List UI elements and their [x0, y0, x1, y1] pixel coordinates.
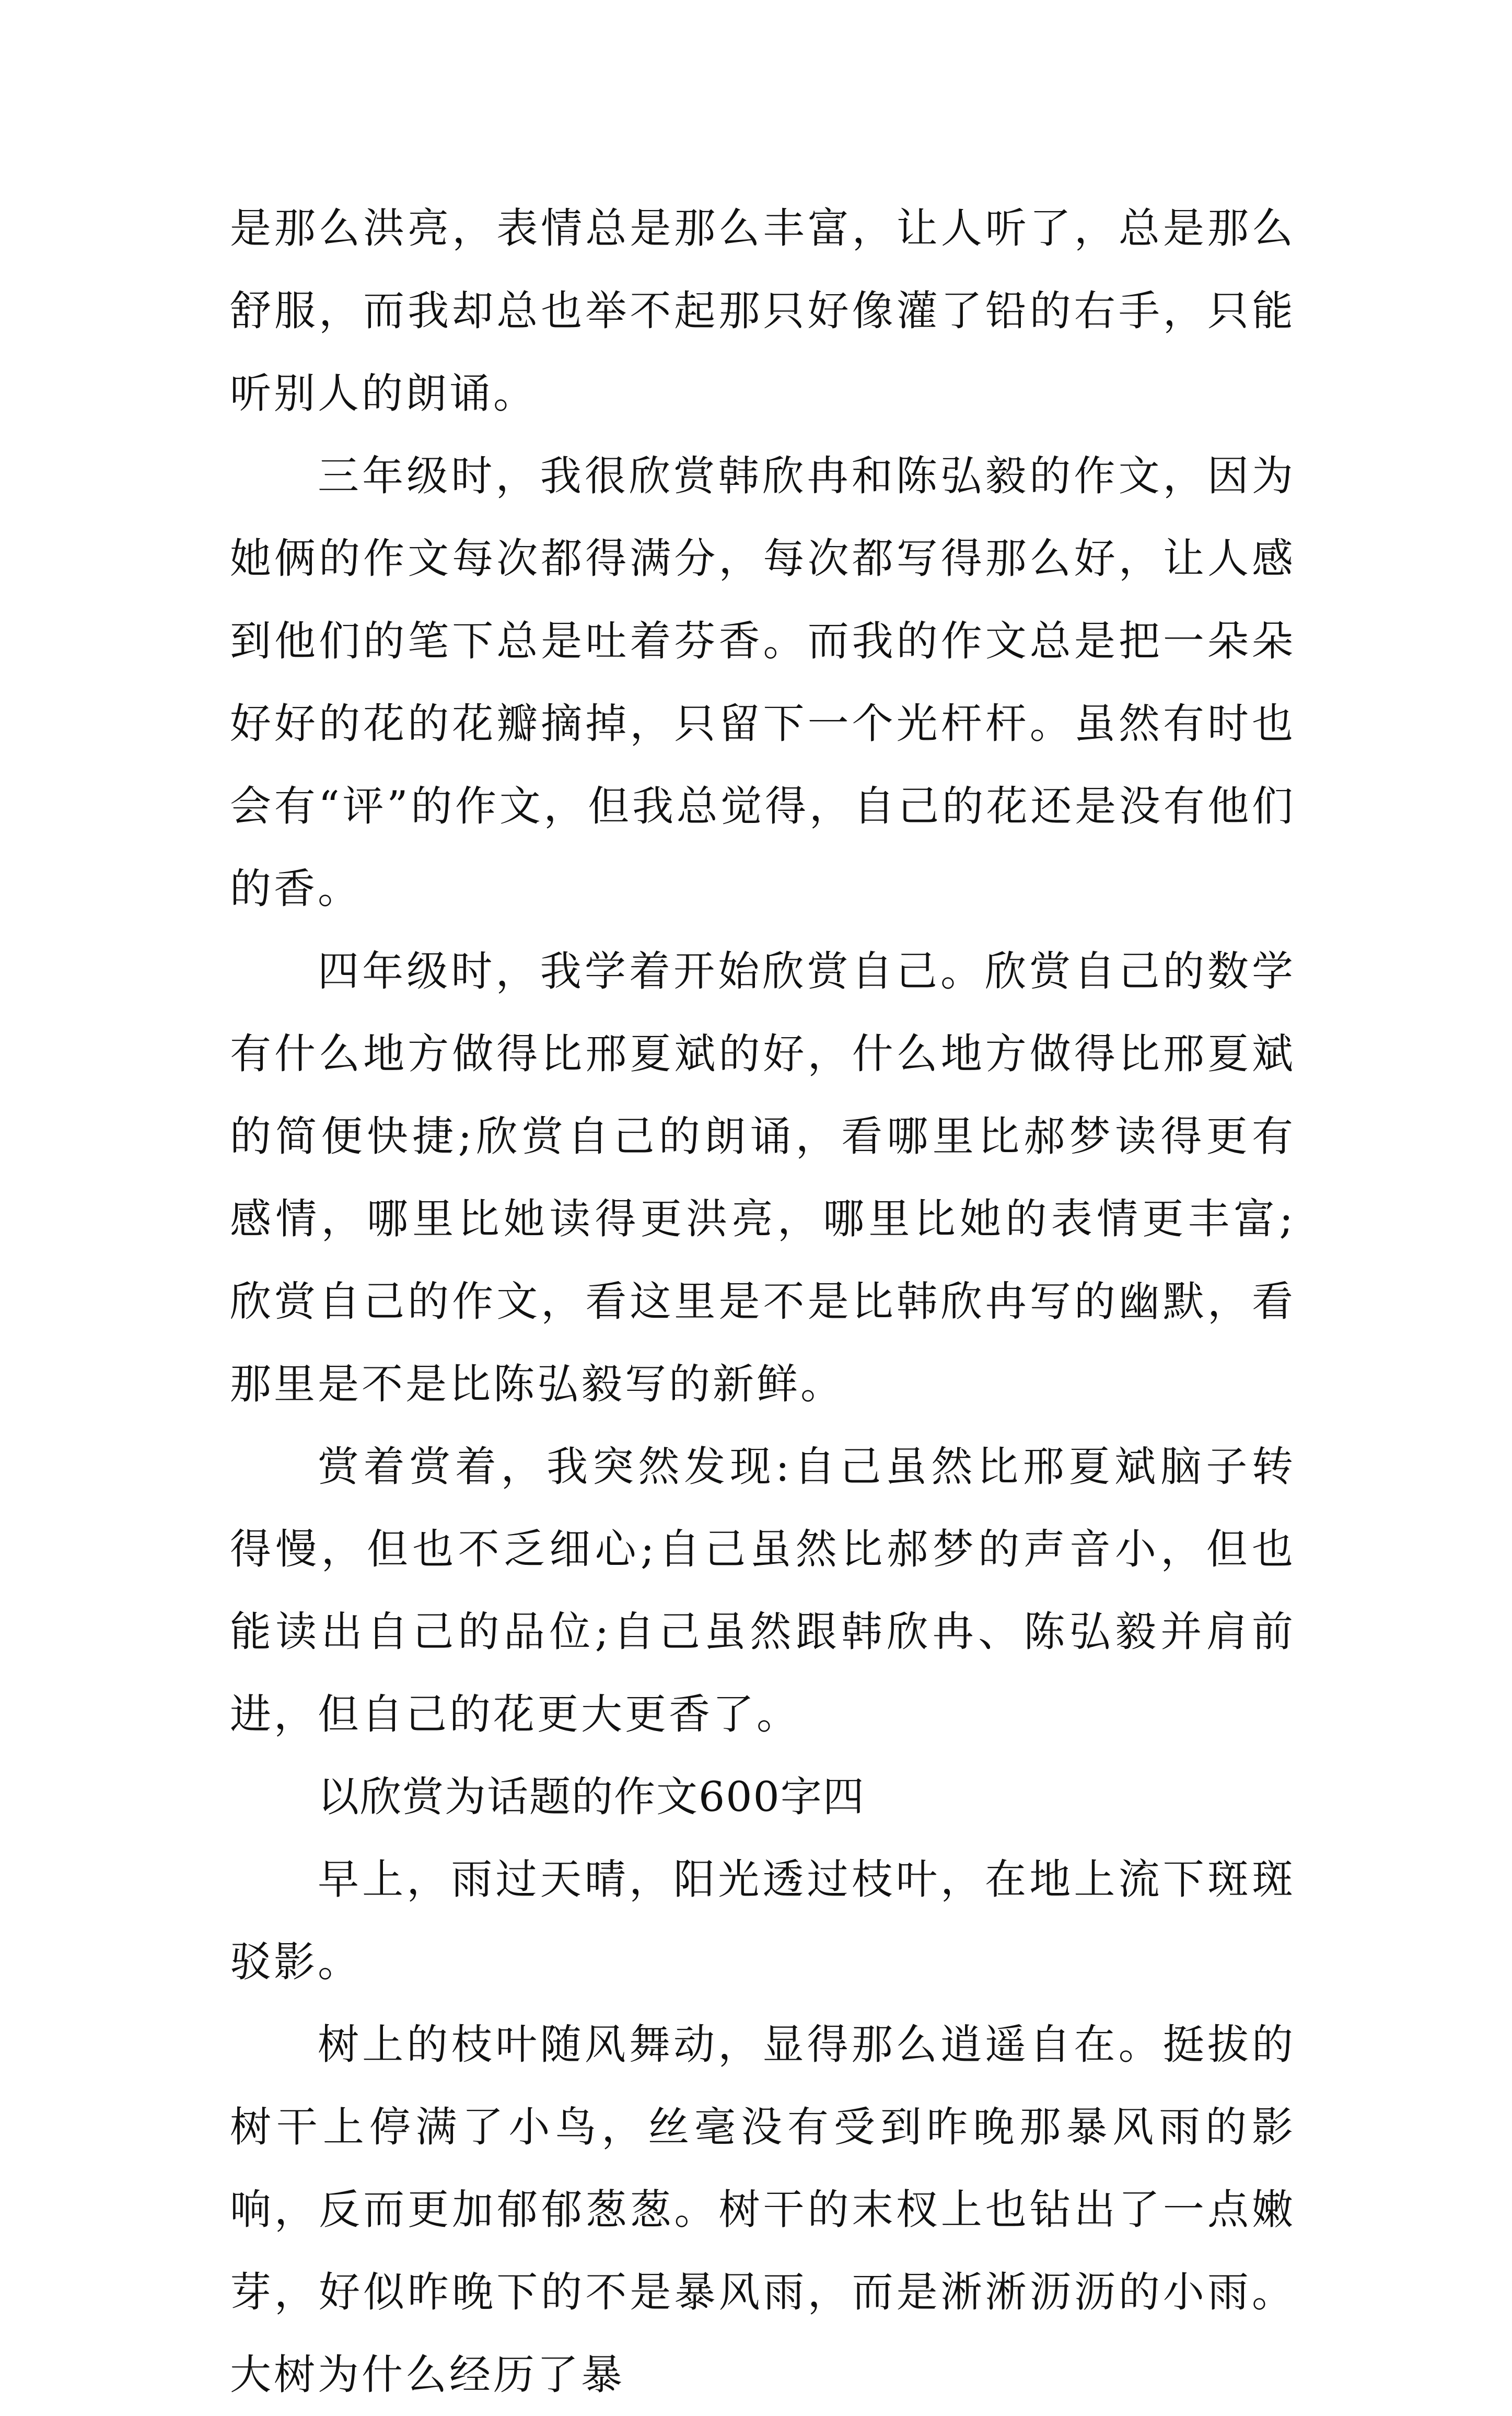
paragraph-tree: 树上的枝叶随风舞动，显得那么逍遥自在。挺拔的树干上停满了小鸟，丝毫没有受到昨晚那暴风雨的影响，反而更加郁郁葱葱。树干的末杈上也钻出了一点嫩芽，好似昨晚下的不是暴风雨，而是淅淅沥沥的小雨。大树为什么经历了暴	[230, 2020, 1296, 2399]
body-text	[230, 187, 1296, 2416]
paragraph-discovery: 赏着赏着，我突然发现:自己虽然比邢夏斌脑子转得慢，但也不乏细心;自己虽然比郝梦的声音小，但也能读出自己的品位;自己虽然跟韩欣冉、陈弘毅并肩前进，但自己的花更大更香了。	[230, 1443, 1296, 1738]
paragraph-morning: 早上，雨过天晴，阳光透过枝叶，在地上流下斑斑驳影。	[230, 1855, 1296, 1986]
paragraph-grade-four: 四年级时，我学着开始欣赏自己。欣赏自己的数学有什么地方做得比邢夏斌的好，什么地方做得比邢夏斌的简便快捷;欣赏自己的朗诵，看哪里比郝梦读得更有感情，哪里比她读得更洪亮，哪里比她的表情更丰富;欣赏自己的作文，看这里是不是比韩欣冉写的幽默，看那里是不是比陈弘毅写的新鲜。	[230, 947, 1296, 1408]
paragraph-grade-three: 三年级时，我很欣赏韩欣冉和陈弘毅的作文，因为她俩的作文每次都得满分，每次都写得那么好，让人感到他们的笔下总是吐着芬香。而我的作文总是把一朵朵好好的花的花瓣摘掉，只留下一个光杆杆。虽然有时也会有“评”的作文，但我总觉得，自己的花还是没有他们的香。	[230, 452, 1296, 913]
paragraph-continuation: 是那么洪亮，表情总是那么丰富，让人听了，总是那么舒服，而我却总也举不起那只好像灌了铅的右手，只能听别人的朗诵。	[230, 204, 1296, 417]
section-heading: 以欣赏为话题的作文600字四	[318, 1773, 865, 1821]
